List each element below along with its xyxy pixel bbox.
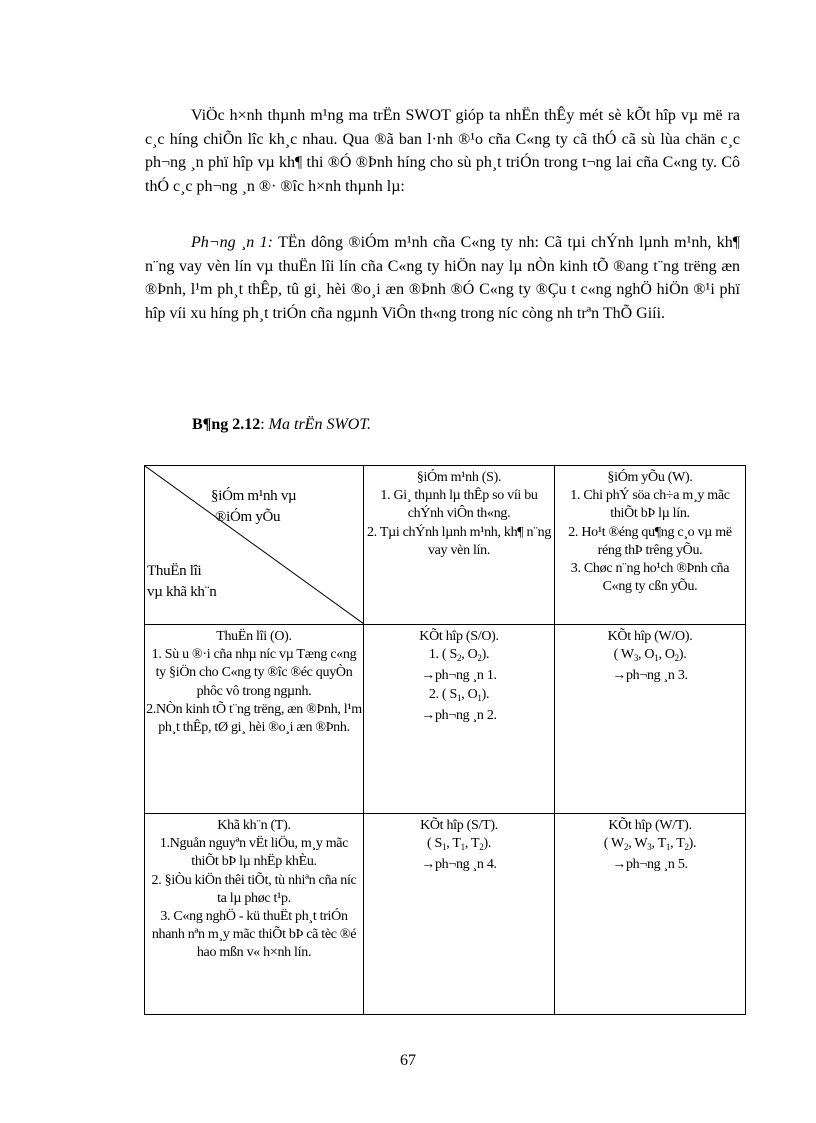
st-combo: ( $S_1$, $T_1$, $T_2$). <box>426 836 492 853</box>
wt-cell <box>555 814 746 1015</box>
weakness-item: 1. Chi phÝ söa ch÷a m¸y mãc thiÕt bÞ lµ lín. <box>570 488 730 522</box>
opportunity-item: 2.NÒn kinh tÕ t¨ng trëng, æn ®Þnh, l¹m ph¸t thÊp, tØ gi¸ hèi ®o¸i æn ®Þnh. <box>146 701 362 736</box>
wt-combo: ( $W_2$, $W_3$, $T_1$, $T_2$). <box>603 836 697 853</box>
st-heading: KÕt hîp (S/T). <box>420 818 498 833</box>
wo-heading: KÕt hîp (W/O). <box>607 629 693 644</box>
weakness-item: 2. Ho¹t ®éng qu¶ng c¸o vµ më réng thÞ trêng yÕu. <box>568 524 732 558</box>
wt-option: →ph¬ng ¸n 5. <box>612 857 688 873</box>
corner-top-right-label <box>211 486 296 528</box>
threat-item: 2. §iÒu kiÖn thêi tiÕt, tù nhiªn cña níc ta lµ phøc t¹p. <box>151 872 357 906</box>
table-row <box>145 466 746 625</box>
corner-header-cell <box>145 466 364 625</box>
table-row <box>145 814 746 1015</box>
corner-bottom-left-label <box>147 561 217 603</box>
corner-bl-line: vµ khã kh¨n <box>147 584 217 600</box>
page-number: 67 <box>400 1052 416 1069</box>
swot-table <box>144 465 746 1015</box>
weakness-item: 3. Chøc n¨ng ho¹ch ®Þnh cña C«ng ty cßn yÕu. <box>570 561 730 595</box>
so-combo-2: 2. ( $S_1$, $O_1$). <box>428 686 490 703</box>
weaknesses-heading: §iÓm yÕu (W). <box>607 470 693 485</box>
corner-bl-line: ThuËn lîi <box>147 563 202 579</box>
so-option-2: →ph¬ng ¸n 2. <box>421 707 497 723</box>
threat-item: 1.Nguån nguyªn vËt liÖu, m¸y mãc thiÕt bÞ lµ nhËp khÈu. <box>159 836 349 870</box>
opportunities-heading: ThuËn lîi (O). <box>216 629 292 644</box>
opportunity-item: 1. Sù u ®·i cña nhµ níc vµ Tæng c«ng ty §iÖn cho C«ng ty ®îc ®éc quyÒn phôc vô trong ngµnh. <box>151 647 357 699</box>
strength-item: 2. Tµi chÝnh lµnh m¹nh, kh¶ n¨ng vay vèn lín. <box>366 524 552 558</box>
wo-combo: ( $W_3$, $O_1$, $O_2$). <box>613 647 687 664</box>
so-cell <box>364 625 555 814</box>
option-1-paragraph <box>145 231 740 325</box>
table-caption <box>192 416 371 434</box>
so-combo-1: 1. ( $S_2$, $O_2$). <box>428 647 490 664</box>
st-cell <box>364 814 555 1015</box>
threat-item: 3. C«ng nghÖ - kü thuËt ph¸t triÓn nhanh nªn m¸y mãc thiÕt bÞ cã tèc ®é hao mßn v« h×nh lín. <box>151 909 357 961</box>
wt-heading: KÕt hîp (W/T). <box>608 818 692 833</box>
corner-tr-line: §iÓm m¹nh vµ <box>211 488 297 504</box>
strengths-cell <box>364 466 555 625</box>
corner-tr-line: ®iÓm yÕu <box>215 509 281 525</box>
wo-option: →ph¬ng ¸n 3. <box>612 668 688 684</box>
strength-item: 1. Gi¸ thµnh lµ thÊp so víi bu chÝnh viÔn th«ng. <box>380 488 538 522</box>
wo-cell <box>555 625 746 814</box>
weaknesses-cell <box>555 466 746 625</box>
st-option: →ph¬ng ¸n 4. <box>421 857 497 873</box>
intro-paragraph: ViÖc h×nh thµnh m¹ng ma trËn SWOT gióp ta nhËn thÊy mét sè kÕt hîp vµ më ra c¸c híng chiÕn lîc kh¸c nhau. Qua ®ã ban l·nh ®¹o cña C«ng ty cã thÓ cã sù lùa chän c¸c ph¬ng ¸n phï hîp vµ kh¶ thi ®Ó ®Þnh híng cho sù ph¸t triÓn trong t¬ng lai cña C«ng ty. Cô thÓ c¸c ph¬ng ¸n ®· ®îc h×nh thµnh lµ: <box>145 107 740 195</box>
opportunities-cell <box>145 625 364 814</box>
table-caption-label: B¶ng 2.12 <box>192 416 261 433</box>
table-row <box>145 625 746 814</box>
threats-heading: Khã kh¨n (T). <box>217 818 291 833</box>
strengths-heading: §iÓm m¹nh (S). <box>416 470 502 485</box>
option-1-label: Ph¬ng ¸n 1: <box>191 234 274 251</box>
table-caption-separator: : <box>260 416 269 433</box>
table-caption-title: Ma trËn SWOT. <box>268 416 372 433</box>
so-option-1: →ph¬ng ¸n 1. <box>421 668 497 684</box>
option-1-text: TËn dông ®iÓm m¹nh cña C«ng ty nh: Cã tµi chÝnh lµnh m¹nh, kh¶ n¨ng vay vèn lín vµ thuËn lîi lín cña C«ng ty hiÖn nay lµ nÒn kinh tÕ ®ang t¨ng trëng æn ®Þnh, l¹m ph¸t thÊp, tû gi¸ hèi ®o¸i æn ®Þnh ®Ó C«ng ty ®Çu t c«ng nghÖ hiÖn ®¹i phï hîp víi xu híng ph¸t triÓn cña ngµnh ViÔn th«ng trong níc còng nh trªn ThÕ Giíi. <box>145 234 741 322</box>
threats-cell <box>145 814 364 1015</box>
so-heading: KÕt hîp (S/O). <box>419 629 499 644</box>
